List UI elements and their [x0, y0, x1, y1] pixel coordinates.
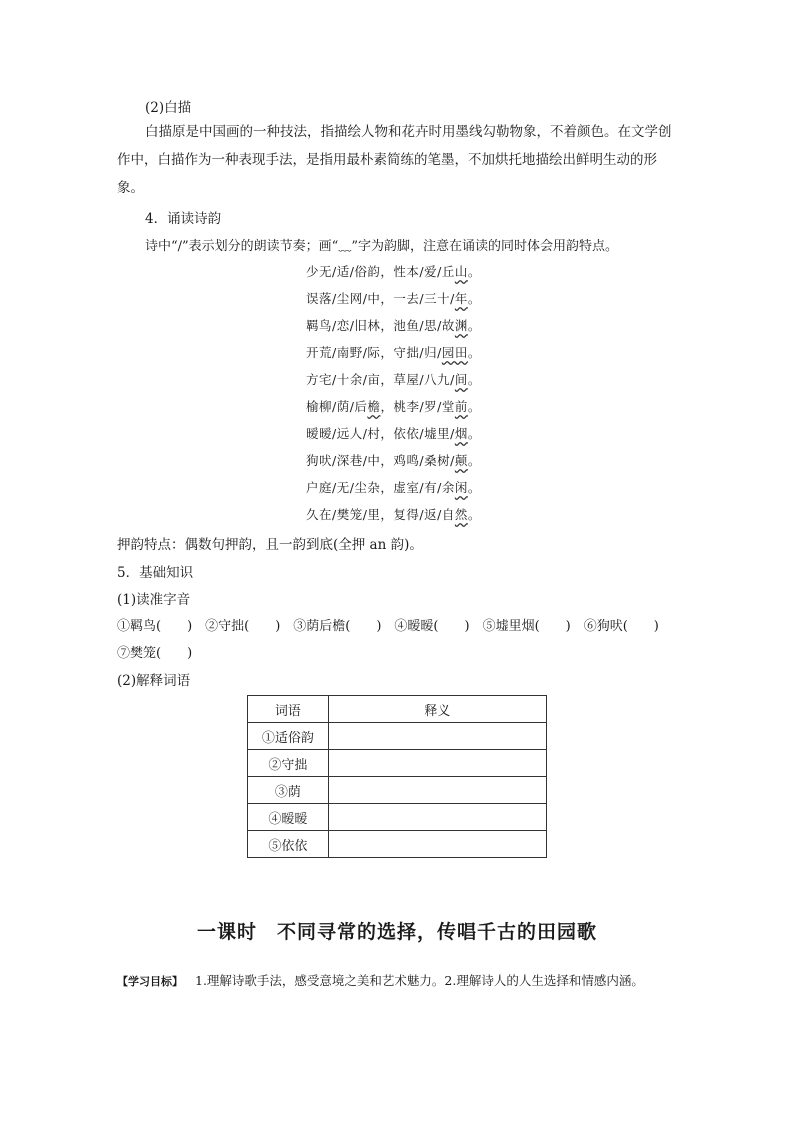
section-heading-basics: 5．基础知识 — [117, 565, 194, 581]
table-cell-word: ③荫 — [248, 777, 329, 804]
table-row — [248, 777, 547, 804]
table-cell-word: ⑤依依 — [248, 831, 329, 858]
table-row — [248, 750, 547, 777]
pronunciation-items-line1: ①羁鸟( ) ②守拙( ) ③荫后檐( ) ④暧暧( ) ⑤墟里烟( ) ⑥狗吠( ) — [117, 619, 659, 634]
table-header-meaning: 释义 — [328, 696, 546, 723]
table-row — [248, 723, 547, 750]
vocabulary-table — [247, 695, 547, 858]
table-header-word: 词语 — [248, 696, 329, 723]
table-cell-word: ②守拙 — [248, 750, 329, 777]
poem-line: 榆柳/荫/后檐，桃李/罗/堂前。 — [306, 399, 481, 414]
poem-line: 久在/樊笼/里，复得/返/自然。 — [306, 507, 481, 522]
poem-line: 户庭/无/尘杂，虚室/有/余闲。 — [306, 480, 481, 495]
poem-line: 误落/尘网/中，一去/三十/年。 — [306, 291, 481, 306]
table-header-row — [248, 696, 547, 723]
rhyme-note: 押韵特点：偶数句押韵，且一韵到底(全押 an 韵)。 — [117, 537, 423, 553]
table-cell-meaning — [328, 750, 546, 777]
learning-goals — [117, 971, 644, 989]
section-heading-baimiao: (2)白描 — [145, 100, 192, 116]
learning-goals-tag: 【学习目标】 — [117, 975, 183, 988]
table-cell-meaning — [328, 804, 546, 831]
table-cell-meaning — [328, 831, 546, 858]
poem-line: 羁鸟/恋/旧林，池鱼/思/故渊。 — [306, 318, 481, 333]
table-cell-meaning — [328, 723, 546, 750]
poem-line: 暧暧/远人/村，依依/墟里/烟。 — [306, 426, 481, 441]
subheading-definitions: (2)解释词语 — [117, 673, 191, 689]
section-heading-recite: 4．诵读诗韵 — [145, 211, 222, 227]
learning-goals-text: 1.理解诗歌手法，感受意境之美和艺术魅力。2.理解诗人的人生选择和情感内涵。 — [195, 973, 644, 988]
table-cell-word: ①适俗韵 — [248, 723, 329, 750]
poem-line: 方宅/十余/亩，草屋/八九/间。 — [306, 372, 481, 387]
baimiao-paragraph: 白描原是中国画的一种技法，指描绘人物和花卉时用墨线勾勒物象，不着颜色。在文学创作中，白描作为一种表现手法，是指用最朴素简练的笔墨，不加烘托地描绘出鲜明生动的形象。 — [117, 124, 672, 196]
poem-line: 少无/适/俗韵，性本/爱/丘山。 — [306, 264, 481, 279]
lesson-title: 一课时 不同寻常的选择，传唱千古的田园歌 — [196, 921, 597, 943]
subheading-pronunciation: (1)读准字音 — [117, 592, 191, 608]
recite-instruction: 诗中“/”表示划分的朗读节奏；画“﹏”字为韵脚，注意在诵读的同时体会用韵特点。 — [145, 239, 618, 254]
table-row — [248, 831, 547, 858]
pronunciation-items-line2: ⑦樊笼( ) — [117, 646, 193, 661]
table-row — [248, 804, 547, 831]
table-cell-meaning — [328, 777, 546, 804]
poem-line: 开荒/南野/际，守拙/归/园田。 — [306, 345, 481, 360]
table-cell-word: ④暧暧 — [248, 804, 329, 831]
poem-line: 狗吠/深巷/中，鸡鸣/桑树/颠。 — [306, 453, 481, 468]
